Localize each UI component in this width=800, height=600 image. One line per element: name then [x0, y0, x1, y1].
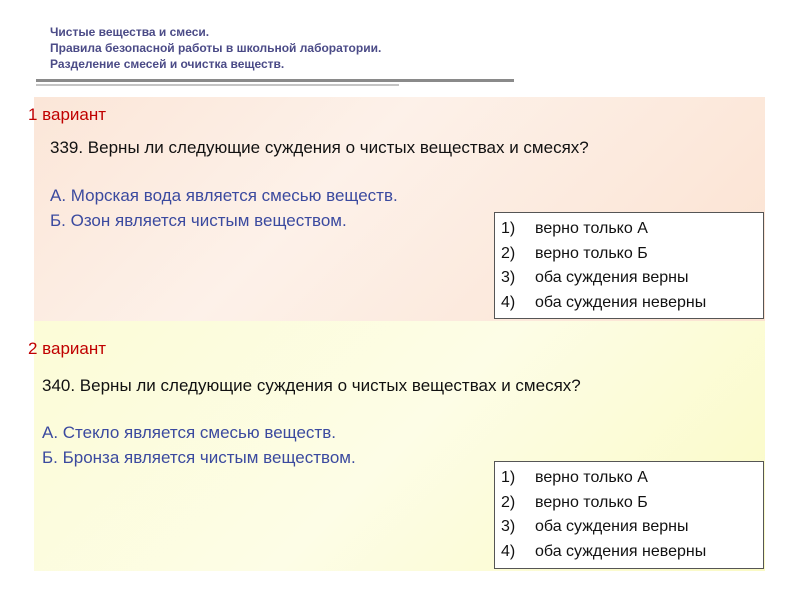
answer-option[interactable] — [501, 217, 763, 242]
variant-2-label: 2 вариант — [28, 339, 107, 358]
answer-option[interactable] — [501, 540, 763, 565]
option-number: 4) — [501, 293, 516, 311]
answer-option[interactable] — [501, 242, 763, 267]
option-text: верно только Б — [535, 244, 648, 262]
option-text: оба суждения верны — [535, 518, 689, 535]
option-text: оба суждения неверны — [535, 542, 707, 560]
header-line-3: Разделение смесей и очистка веществ. — [50, 57, 285, 71]
option-text: оба суждения неверны — [535, 293, 707, 311]
variant-1-statement-a: А. Морская вода является смесью веществ. — [50, 186, 398, 205]
option-number: 1) — [501, 469, 516, 486]
variant-2-question: 340. Верны ли следующие суждения о чистых веществах и смесях? — [42, 376, 581, 395]
variant-1-label: 1 вариант — [28, 105, 107, 124]
header-divider-light — [36, 84, 399, 86]
option-number: 3) — [501, 269, 516, 286]
variant-1-answer-options — [494, 212, 764, 319]
variant-2-answer-options — [494, 461, 764, 569]
option-text: верно только А — [535, 469, 648, 486]
header-line-1: Чистые вещества и смеси. — [50, 25, 210, 39]
variant-1-statement-b: Б. Озон является чистым веществом. — [50, 211, 347, 230]
variant-2-statement-b: Б. Бронза является чистым веществом. — [42, 448, 356, 467]
variant-2-statement-a: А. Стекло является смесью веществ. — [42, 423, 336, 442]
answer-option[interactable] — [501, 291, 763, 316]
answer-option[interactable] — [501, 466, 763, 491]
answer-option[interactable] — [501, 266, 763, 291]
option-number: 2) — [501, 244, 516, 262]
option-number: 2) — [501, 493, 516, 511]
option-number: 1) — [501, 220, 516, 237]
slide-header — [50, 24, 381, 72]
option-text: верно только Б — [535, 493, 648, 511]
header-divider-dark — [36, 79, 514, 82]
variant-1-question: 339. Верны ли следующие суждения о чистых веществах и смесях? — [50, 138, 589, 157]
answer-option[interactable] — [501, 515, 763, 540]
header-line-2: Правила безопасной работы в школьной лаборатории. — [50, 41, 382, 55]
option-text: оба суждения верны — [535, 269, 689, 286]
option-number: 3) — [501, 518, 516, 535]
option-text: верно только А — [535, 220, 648, 237]
answer-option[interactable] — [501, 491, 763, 516]
option-number: 4) — [501, 542, 516, 560]
